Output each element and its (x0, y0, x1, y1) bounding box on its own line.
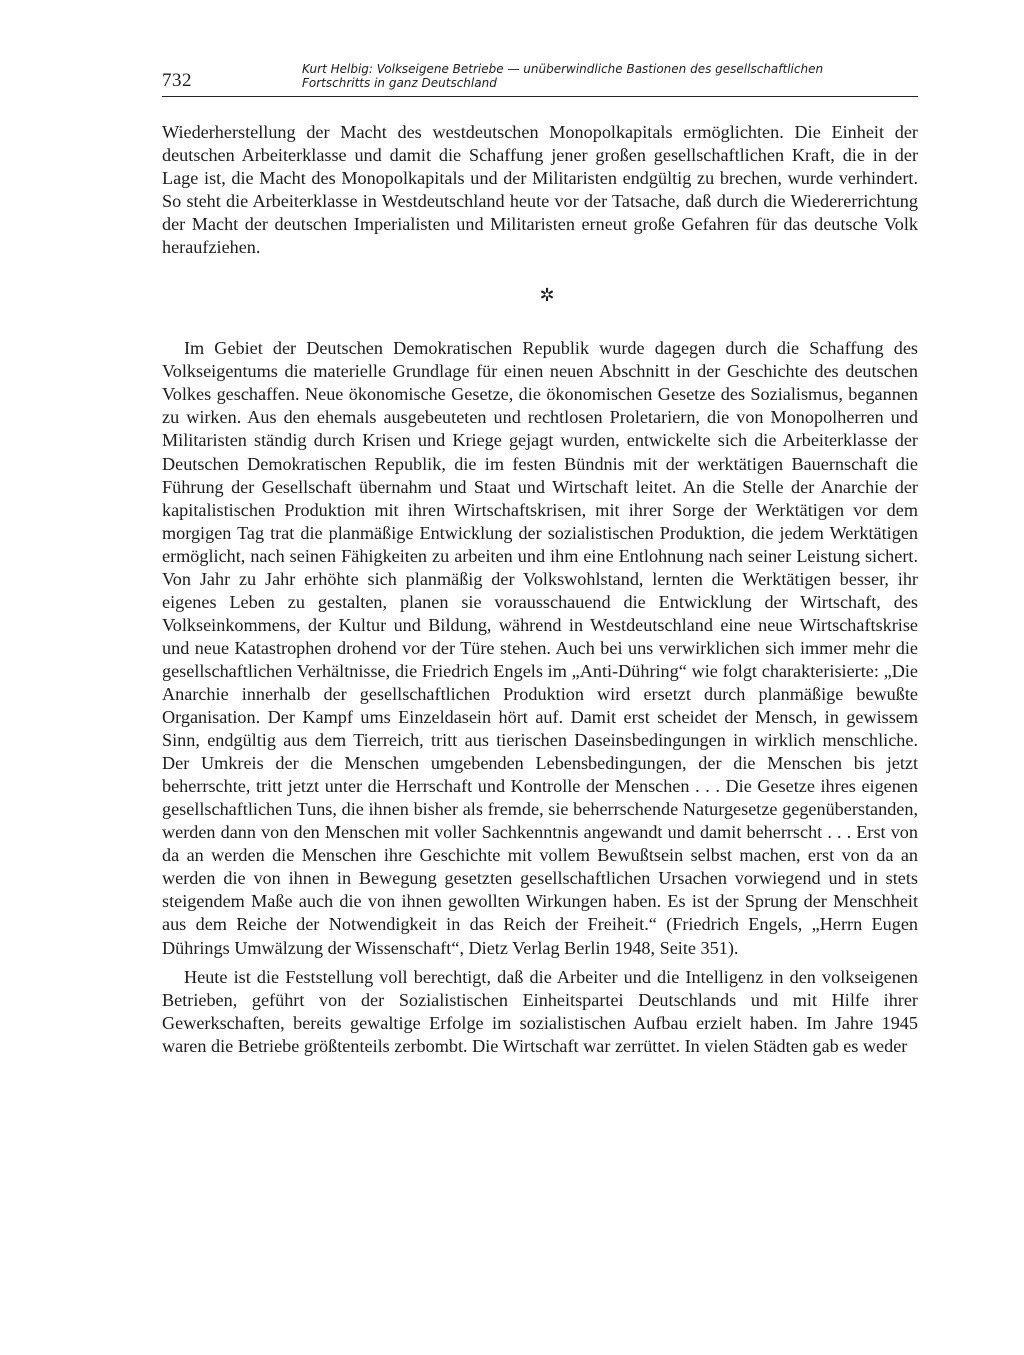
running-title-line-2: Fortschritts in ganz Deutschland (302, 76, 497, 90)
document-page (162, 56, 918, 1058)
page-number: 732 (162, 70, 192, 91)
paragraph-continuation: Wiederherstellung der Macht des westdeutschen Monopolkapitals ermöglichten. Die Einheit der deutschen Arbeiterklasse und damit die Schaffung jener großen gesellschaftlichen Kraft, die in der Lage ist, die Macht des Monopolkapitals und der Militaristen endgültig zu brechen, wurde verhindert. So steht die Arbeiterklasse in Westdeutschland heute vor der Tatsache, daß durch die Wiedererrichtung der Macht der deutschen Imperialisten und Militaristen erneut große Gefahren für das deutsche Volk heraufziehen. (162, 122, 918, 258)
paragraph-ddr: Im Gebiet der Deutschen Demokratischen Republik wurde dagegen durch die Schaffung des Volkseigentums die materielle Grundlage für einen neuen Abschnitt in der Geschichte des deutschen Volkes geschaffen. Neue ökonomische Gesetze, die ökonomischen Gesetze des Sozialismus, begannen zu wirken. Aus den ehemals ausgebeuteten und rechtlosen Proletariern, die von Monopolherren und Militaristen ständig durch Krisen und Kriege gejagt wurden, entwickelte sich die Arbeiterklasse der Deutschen Demokratischen Republik, die im festen Bündnis mit der werktätigen Bauernschaft die Führung der Gesellschaft übernahm und Staat und Wirtschaft leitet. An die Stelle der Anarchie der kapitalistischen Produktion mit ihren Wirtschaftskrisen, mit ihrer Sorge der Werktätigen vor dem morgigen Tag trat die planmäßige Entwicklung der sozialistischen Produktion, die jedem Werktätigen ermöglicht, nach seinen Fähigkeiten zu arbeiten und ihm eine Entlohnung nach seiner Leistung sichert. Von Jahr zu Jahr erhöhte sich planmäßig der Volkswohlstand, lernten die Werktätigen besser, ihr eigenes Leben zu gestalten, planen sie vorausschauend die Entwicklung der Wirtschaft, des Volkseinkommens, der Kultur und Bildung, während in Westdeutschland eine neue Wirtschaftskrise und neue Katastrophen drohend vor der Türe stehen. Auch bei uns verwirklichen sich immer mehr die gesellschaftlichen Verhältnisse, die Friedrich Engels im „Anti-Dühring“ wie folgt charakterisierte: „Die Anarchie innerhalb der gesellschaftlichen Produktion wird ersetzt durch planmäßige bewußte Organisation. Der Kampf ums Einzeldasein hört auf. Damit erst scheidet der Mensch, in gewissem Sinn, endgültig aus dem Tierreich, tritt aus tierischen Daseinsbedingungen in wirklich menschliche. Der Umkreis der die Menschen umgebenden Lebensbedingungen, der die Menschen bis jetzt beherrschte, tritt jetzt unter die Herrschaft und Kontrolle der Menschen . . . Die Gesetze ihres eigenen gesellschaftlichen Tuns, die ihnen bisher als fremde, sie beherrschende Naturgesetze gegenüberstanden, werden dann von den Menschen mit voller Sachkenntnis angewandt und damit beherrscht . . . Erst von da an werden die Menschen ihre Geschichte mit vollem Bewußtsein selbst machen, erst von da an werden die von ihnen in Bewegung gesetzten gesellschaftlichen Ursachen vorwiegend und in stets steigendem Maße auch die von ihnen gewollten Wirkungen haben. Es ist der Sprung der Menschheit aus dem Reiche der Notwendigkeit in das Reich der Freiheit.“ (Friedrich Engels, „Herrn Eugen Dührings Umwälzung der Wissenschaft“, Dietz Verlag Berlin 1948, Seite 351). (162, 338, 918, 958)
running-header (162, 56, 918, 97)
running-title-line-1: Kurt Helbig: Volkseigene Betriebe — unüberwindliche Bastionen des gesellschaftlichen (302, 62, 824, 76)
running-title (302, 62, 918, 90)
body-text (162, 121, 918, 1058)
section-divider-asterism: ✲ (539, 285, 555, 306)
paragraph-today: Heute ist die Feststellung voll berechtigt, daß die Arbeiter und die Intelligenz in den volkseigenen Betrieben, geführt von der Sozialistischen Einheitspartei Deutschlands und mit Hilfe ihrer Gewerkschaften, bereits gewaltige Erfolge im sozialistischen Aufbau erzielt haben. Im Jahre 1945 waren die Betriebe größtenteils zerbombt. Die Wirtschaft war zerrüttet. In vielen Städten gab es weder (162, 966, 918, 1056)
